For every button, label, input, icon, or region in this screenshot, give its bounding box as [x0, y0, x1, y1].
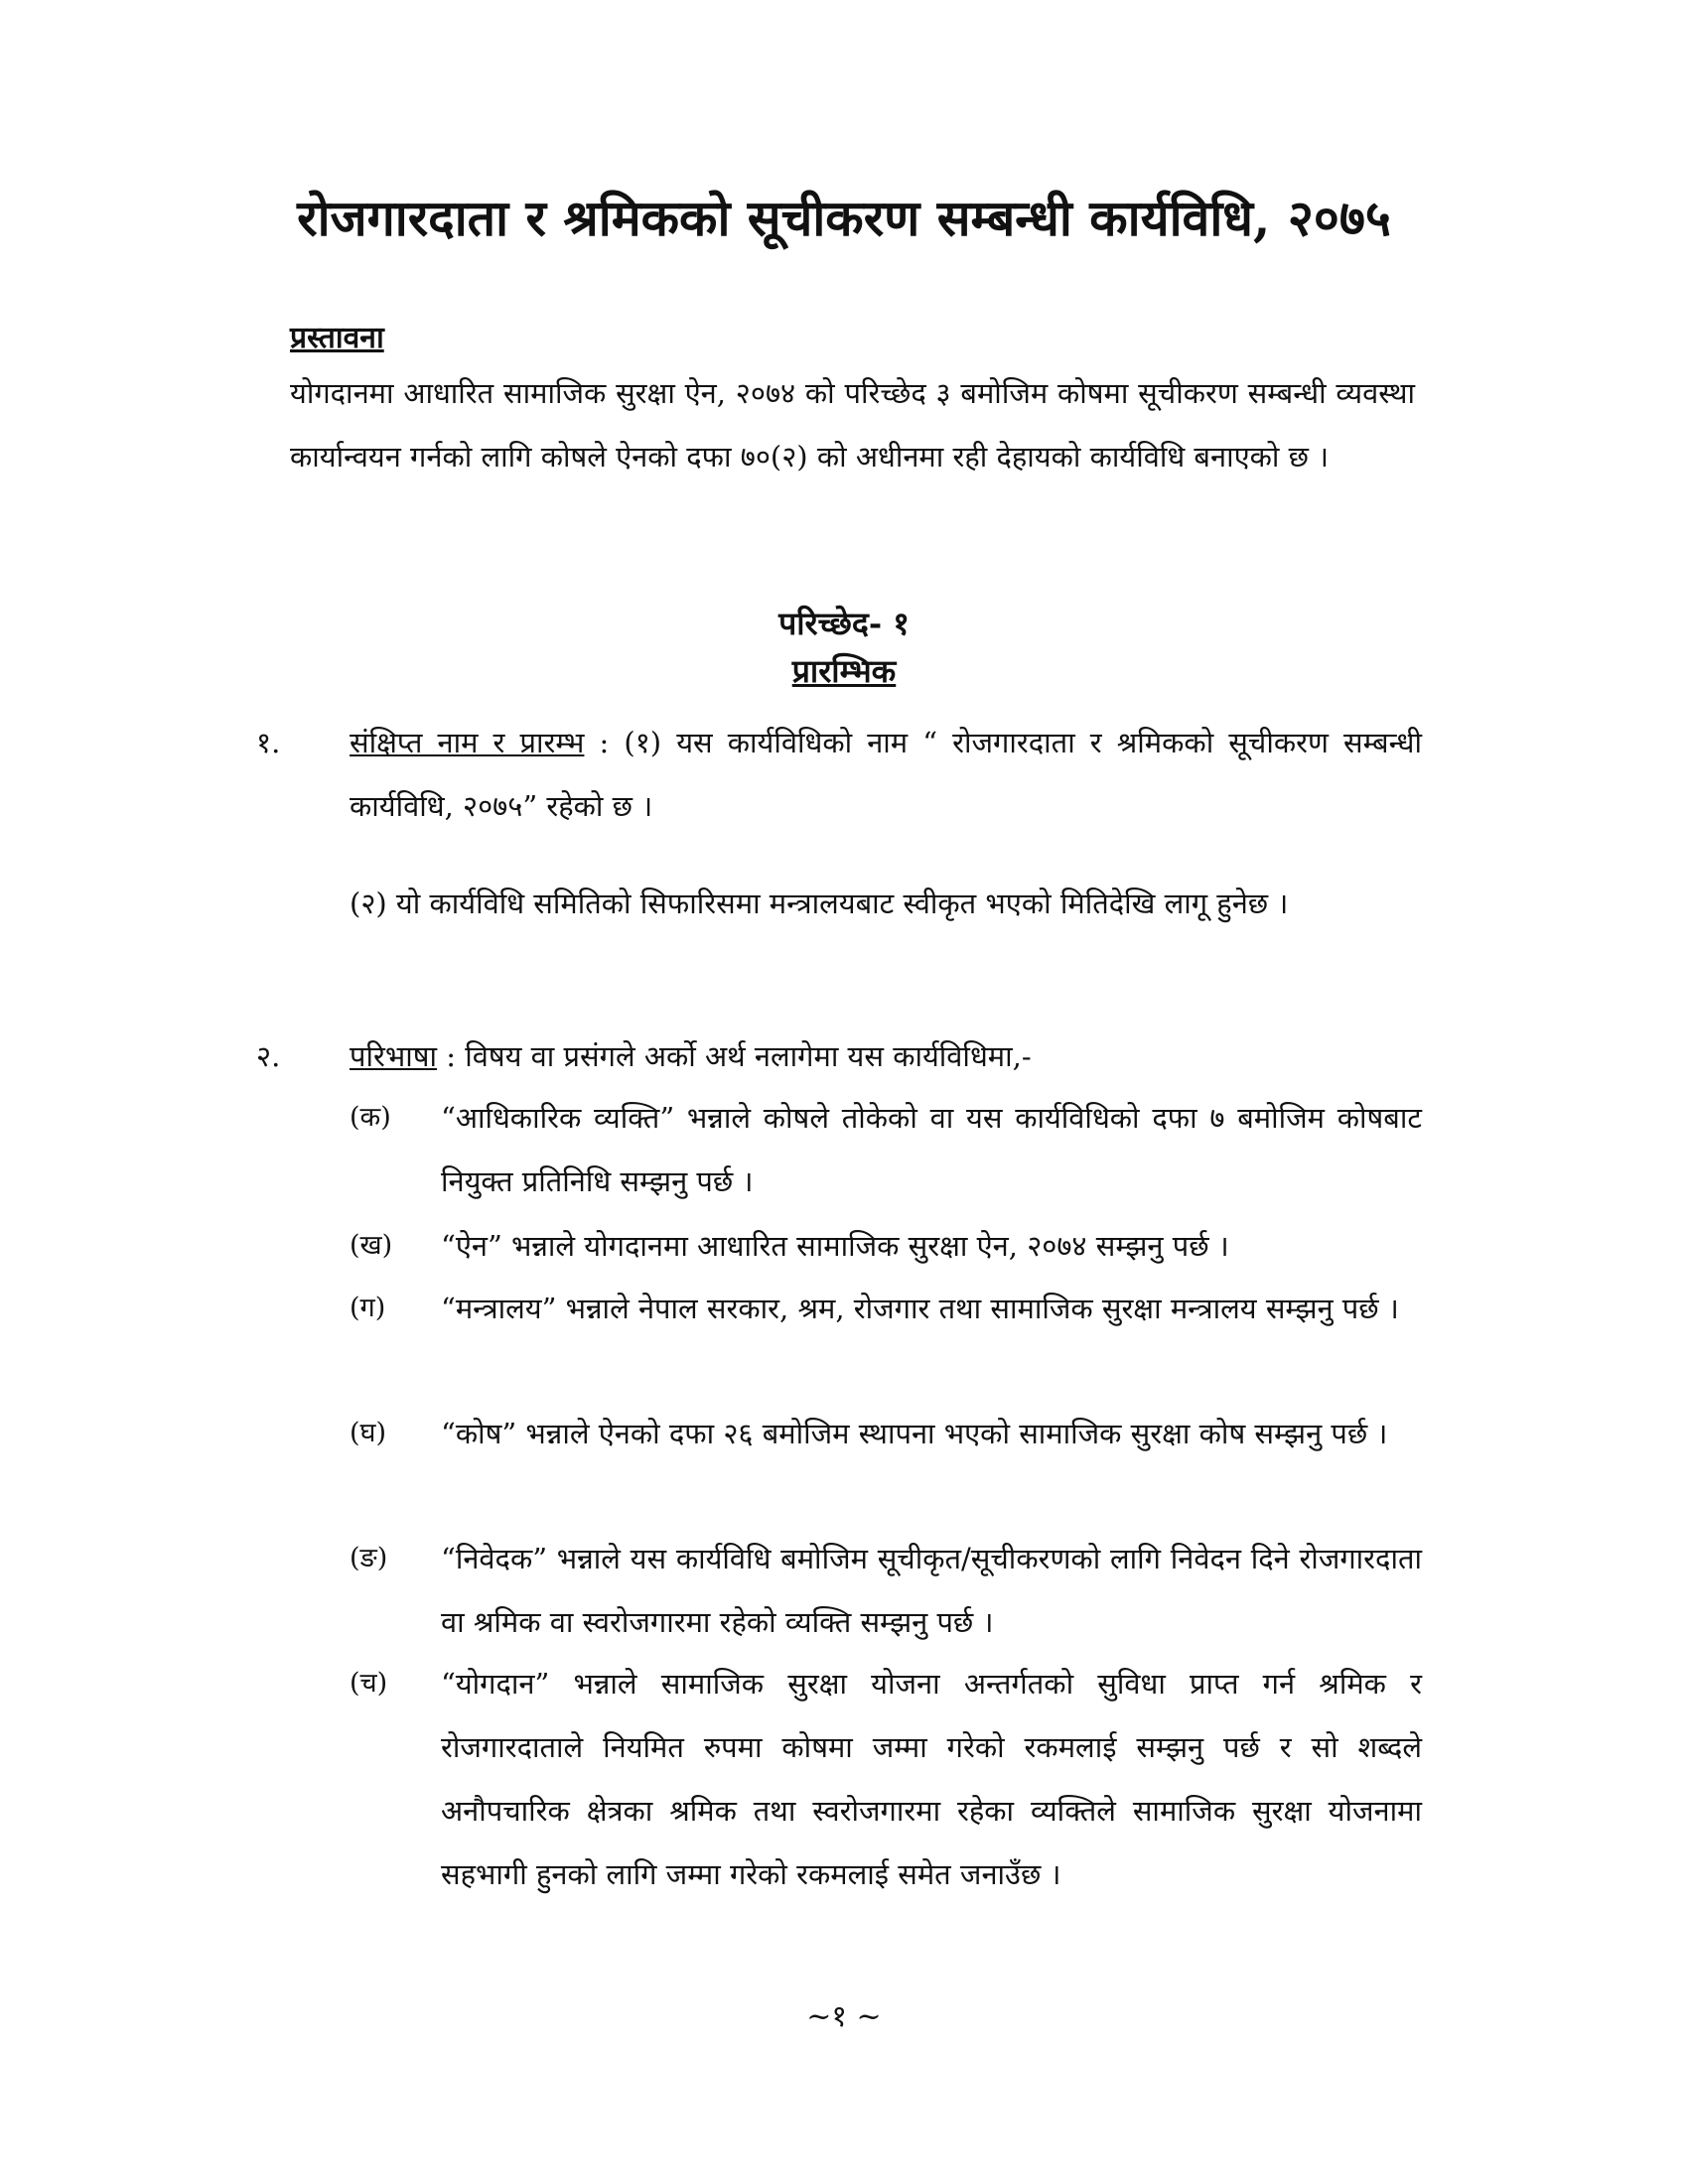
- definition-label: (ङ): [350, 1543, 388, 1573]
- definition-text: “आधिकारिक व्यक्ति” भन्नाले कोषले तोकेको वा यस कार्यविधिको दफा ७ बमोजिम कोषबाट नियुक्त प्रतिनिधि सम्झनु पर्छ ।: [441, 1101, 1422, 1198]
- chapter-title: प्रारम्भिक: [791, 652, 897, 690]
- page-number: ~१ ~: [806, 1999, 882, 2034]
- definition-text: “कोष” भन्नाले ऐनको दफा २६ बमोजिम स्थापना भएको सामाजिक सुरक्षा कोष सम्झनु पर्छ ।: [441, 1417, 1388, 1450]
- definition-text: “निवेदक” भन्नाले यस कार्यविधि बमोजिम सूचीकृत/सूचीकरणको लागि निवेदन दिने रोजगारदाता वा श्रमिक वा स्वरोजगारमा रहेको व्यक्ति सम्झनु पर्छ ।: [441, 1542, 1422, 1639]
- definition-text: “योगदान” भन्नाले सामाजिक सुरक्षा योजना अन्तर्गतको सुविधा प्राप्त गर्न श्रमिक र रोजगारदाताले नियमित रुपमा कोषमा जम्मा गरेको रकमलाई सम्झनु पर्छ र सो शब्दले अनौपचारिक क्षेत्रका श्रमिक तथा स्वरोजगारमा रहेका व्यक्तिले सामाजिक सुरक्षा योजनामा सहभागी हुनको लागि जम्मा गरेको रकमलाई समेत जनाउँछ ।: [441, 1667, 1422, 1891]
- section-2-number: २.: [256, 1039, 281, 1073]
- definition-label: (क): [350, 1102, 391, 1133]
- preamble-heading: प्रस्तावना: [290, 321, 384, 355]
- definition-label: (च): [350, 1668, 388, 1699]
- section-1-number: १.: [256, 726, 281, 759]
- definition-text: “ऐन” भन्नाले योगदानमा आधारित सामाजिक सुरक्षा ऐन, २०७४ सम्झनु पर्छ ।: [441, 1229, 1229, 1263]
- definition-label: (ग): [350, 1293, 386, 1323]
- definition-label: (घ): [350, 1418, 387, 1448]
- section-1-subclause: (२) यो कार्यविधि समितिको सिफारिसमा मन्त्रालयबाट स्वीकृत भएको मितिदेखि लागू हुनेछ ।: [350, 887, 1289, 920]
- section-2-text: : विषय वा प्रसंगले अर्को अर्थ नलागेमा यस कार्यविधिमा,-: [437, 1039, 1032, 1073]
- section-1-text: : (१) यस कार्यविधिको नाम “ रोजगारदाता र श्रमिकको सूचीकरण सम्बन्धी कार्यविधि, २०७५” रहेको छ ।: [350, 726, 1422, 823]
- section-2-heading: परिभाषा: [350, 1039, 438, 1073]
- definition-text: “मन्त्रालय” भन्नाले नेपाल सरकार, श्रम, रोजगार तथा सामाजिक सुरक्षा मन्त्रालय सम्झनु पर्छ ।: [441, 1292, 1399, 1325]
- section-1-heading: संक्षिप्त नाम र प्रारम्भ: [350, 726, 585, 759]
- section-2-body: [350, 1024, 1422, 1088]
- chapter-number: परिच्छेद- १: [778, 605, 910, 642]
- definition-label: (ख): [350, 1230, 393, 1261]
- document-title: रोजगारदाता र श्रमिकको सूचीकरण सम्बन्धी कार्यविधि, २०७५: [297, 189, 1391, 247]
- section-1-body: [350, 711, 1422, 838]
- preamble-text: योगदानमा आधारित सामाजिक सुरक्षा ऐन, २०७४ को परिच्छेद ३ बमोजिम कोषमा सूचीकरण सम्बन्धी व्यवस्था कार्यान्वयन गर्नको लागि कोषले ऐनको दफा ७०(२) को अधीनमा रही देहायको कार्यविधि बनाएको छ ।: [290, 376, 1415, 474]
